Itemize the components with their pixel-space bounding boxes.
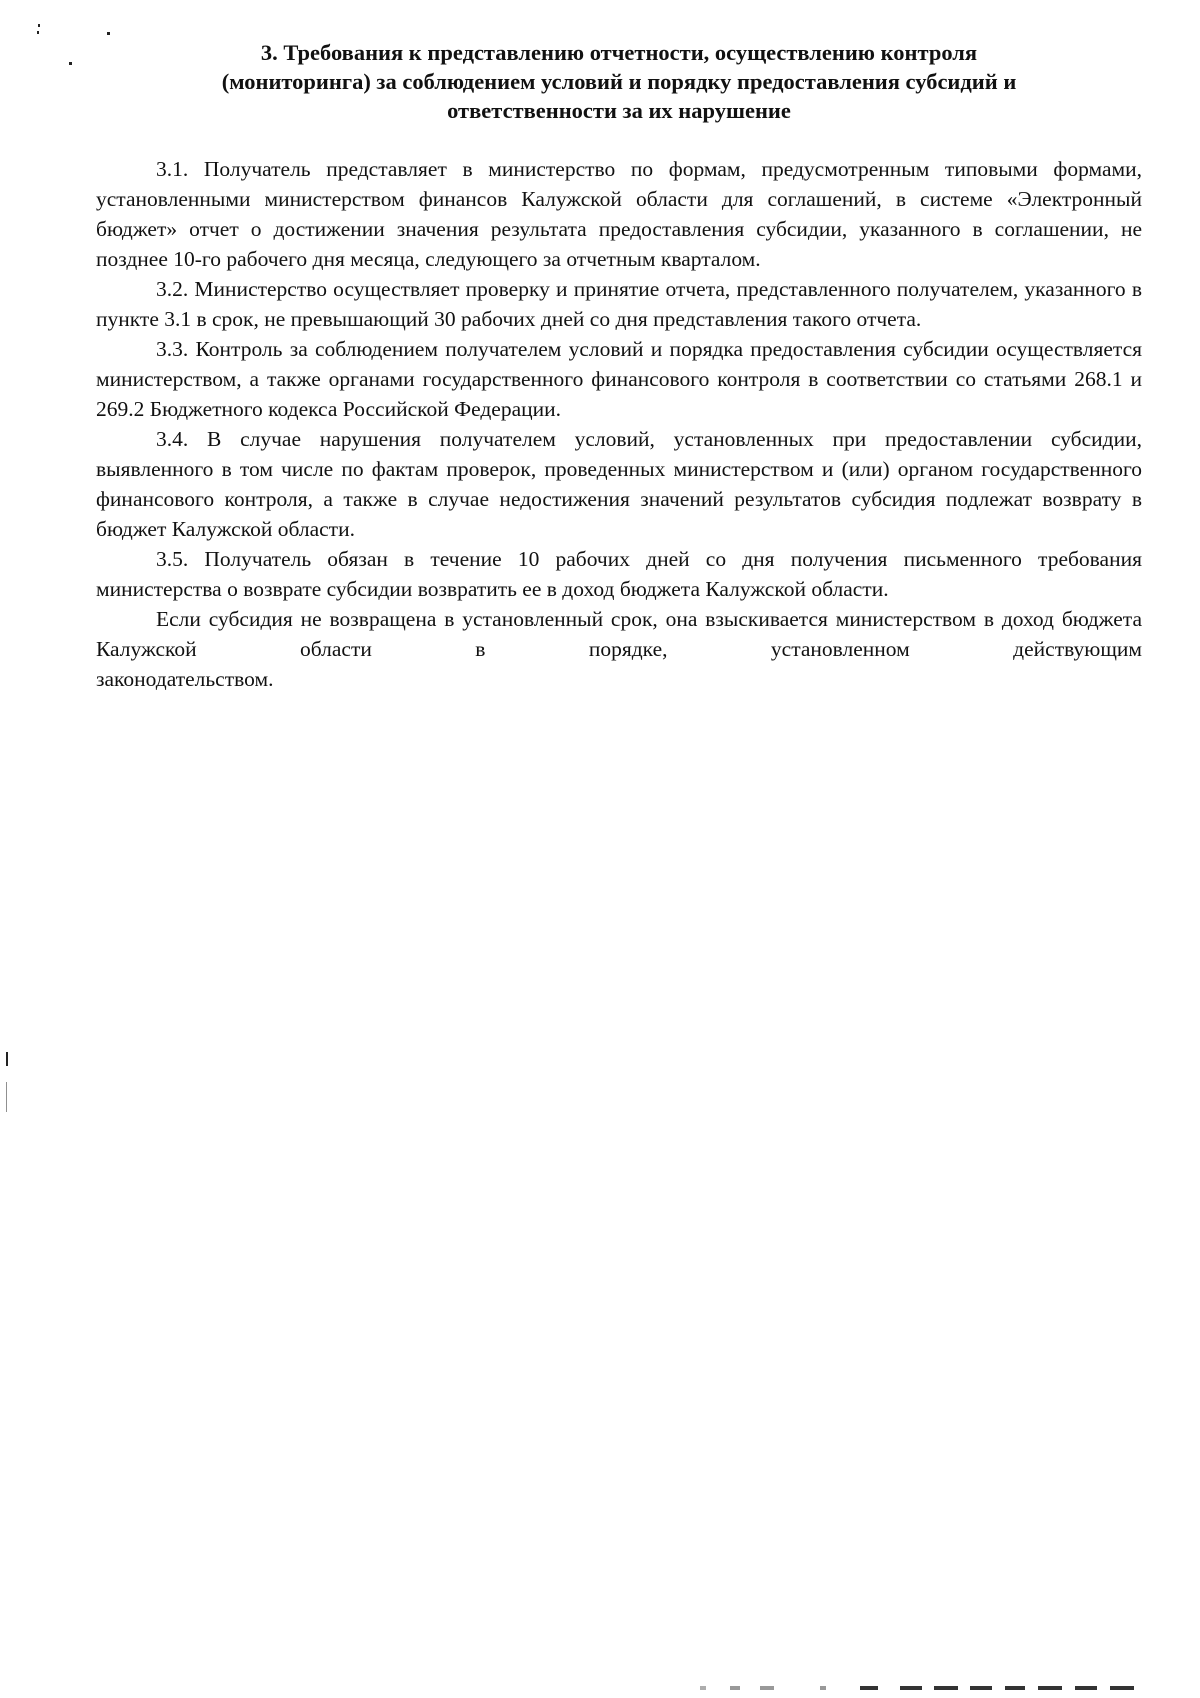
paragraph-3-3: 3.3. Контроль за соблюдением получателем условий и порядка предоставления субсидии осуществляется министерством, а также органами государственного финансового контроля в соответствии со статьями 268.1 и 269.2 Бюджетного кодекса Российской Федерации. xyxy=(96,337,1142,421)
scan-speck xyxy=(6,1082,7,1112)
scan-speck xyxy=(37,31,39,34)
heading-line-3: ответственности за их нарушение xyxy=(447,98,791,123)
heading-line-2: (мониторинга) за соблюдением условий и порядку предоставления субсидий и xyxy=(221,69,1017,94)
paragraph-3-4: 3.4. В случае нарушения получателем условий, установленных при предоставлении субсидии, выявленного в том числе по фактам проверок, проведенных министерством и (или) органом государственного финансового контроля, а также в случае недостижения значений результатов субсидия подлежат возврату в бюджет Калужской области. xyxy=(96,427,1142,541)
paragraph-recovery-tail: законодательством. xyxy=(96,667,274,691)
paragraph-recovery xyxy=(96,604,1142,694)
paragraph-3-1: 3.1. Получатель представляет в министерство по формам, предусмотренным типовыми формами, установленными министерством финансов Калужской области для соглашений, в системе «Электронный бюджет» отчет о достижении значения результата предоставления субсидии, указанного в соглашении, не позднее 10-го рабочего дня месяца, следующего за отчетным кварталом. xyxy=(96,157,1142,271)
section-heading xyxy=(96,38,1142,125)
paragraph-3-2: 3.2. Министерство осуществляет проверку и принятие отчета, представленного получателем, указанного в пункте 3.1 в срок, не превышающий 30 рабочих дней со дня представления такого отчета. xyxy=(96,277,1142,331)
paragraph-recovery-main: Если субсидия не возвращена в установленный срок, она взыскивается министерством в доход бюджета Калужской области в порядке, установленном действующим xyxy=(96,607,1142,661)
scan-speck xyxy=(107,32,110,35)
scan-speck xyxy=(6,1052,8,1066)
scan-speck xyxy=(69,62,72,65)
section-body xyxy=(96,154,1142,694)
scan-speck xyxy=(38,24,40,27)
heading-line-1: 3. Требования к представлению отчетности, осуществлению контроля xyxy=(260,40,978,65)
footer-scan-marks xyxy=(700,1686,1160,1692)
paragraph-3-5: 3.5. Получатель обязан в течение 10 рабочих дней со дня получения письменного требования министерства о возврате субсидии возвратить ее в доход бюджета Калужской области. xyxy=(96,547,1142,601)
